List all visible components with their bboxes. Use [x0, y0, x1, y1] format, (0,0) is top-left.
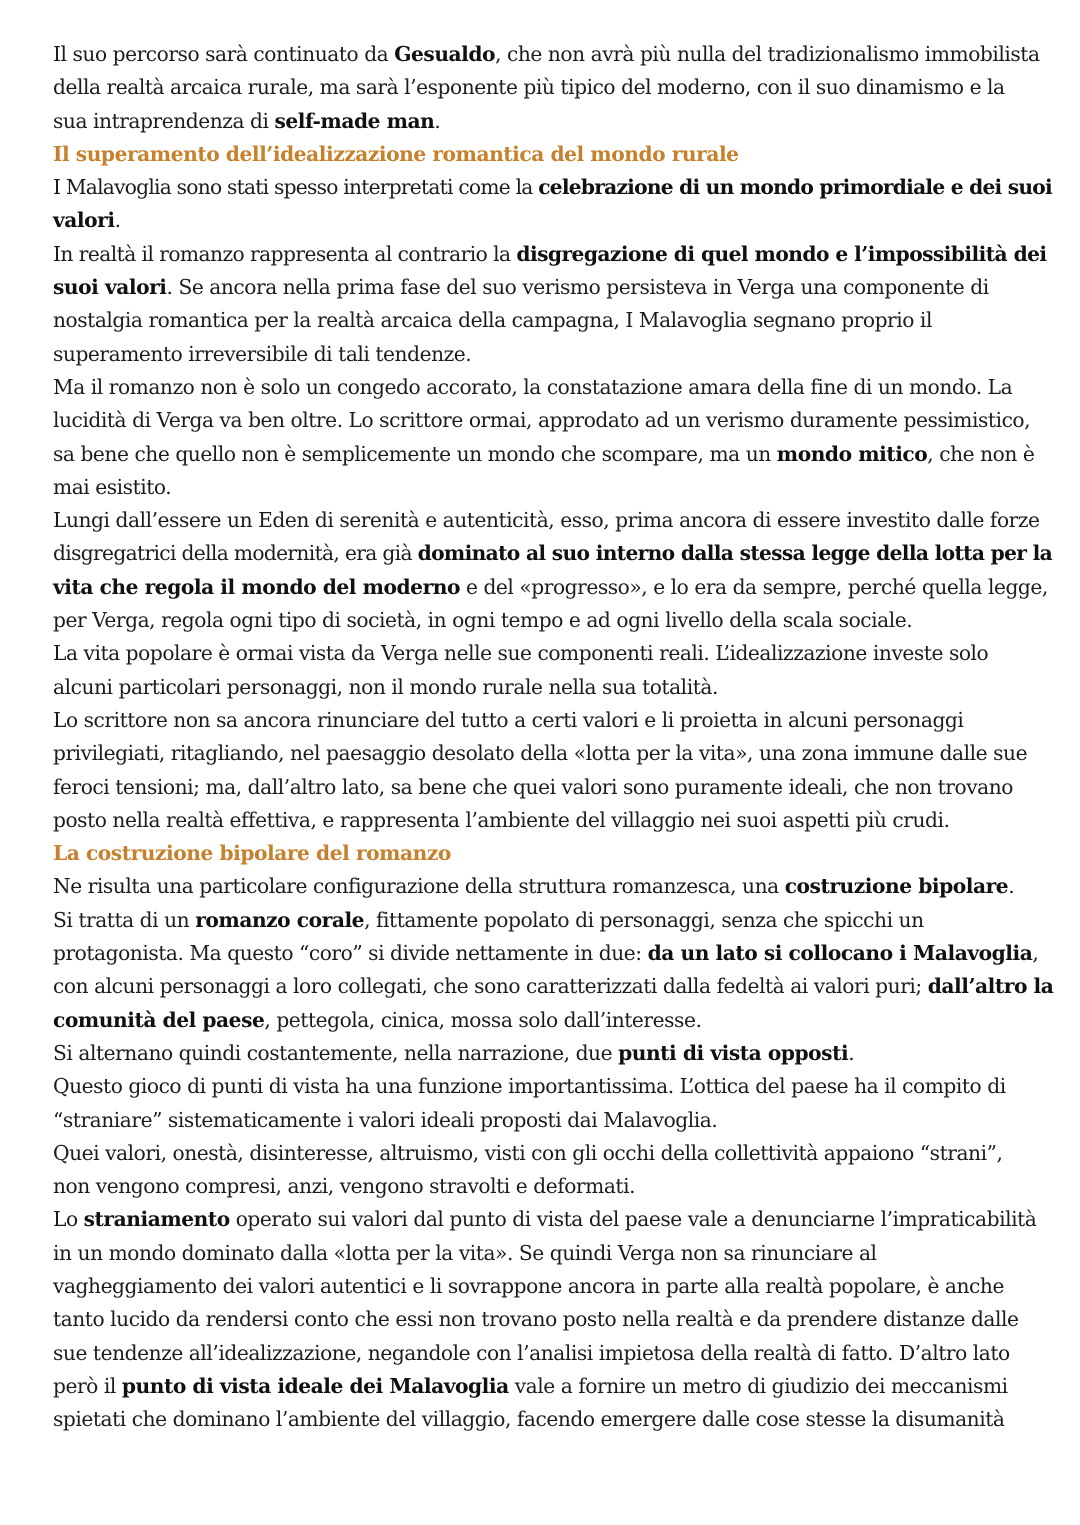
text-run: e del «progresso», e lo era da sempre, perché quella legge,	[460, 574, 1048, 599]
text-line	[53, 304, 1053, 337]
text-line	[53, 1203, 1053, 1236]
section-heading	[53, 837, 1053, 870]
bold-text: mondo mitico	[776, 441, 928, 466]
text-line	[53, 38, 1053, 71]
text-run: .	[848, 1040, 855, 1065]
text-run: Il suo percorso sarà continuato da	[53, 42, 395, 66]
text-run: Ma il romanzo non è solo un congedo accorato, la constatazione amara della fine di un mondo. La	[53, 374, 1013, 399]
text-line	[53, 1037, 1053, 1070]
text-line	[53, 704, 1053, 737]
text-run: Lungi dall’essere un Eden di serenità e autenticità, esso, prima ancora di essere investito dalle forze	[53, 508, 1040, 533]
text-run: Si tratta di un	[53, 907, 196, 932]
text-line	[53, 471, 1053, 504]
text-line	[53, 204, 1053, 237]
text-line	[53, 737, 1053, 770]
text-line	[53, 1004, 1053, 1037]
text-run: , che non è	[927, 441, 1035, 466]
text-run: disgregatrici della modernità, era già	[53, 541, 418, 566]
text-run: I Malavoglia sono stati spesso interpretati come la	[53, 175, 539, 200]
text-line	[53, 1237, 1053, 1270]
bold-text: self-made man	[274, 108, 435, 133]
text-line	[53, 238, 1053, 271]
text-line	[53, 404, 1053, 437]
bold-text: dall’altro la	[927, 974, 1054, 999]
text-line	[53, 604, 1053, 637]
text-line	[53, 637, 1053, 670]
bold-text: da un lato si collocano i Malavoglia	[647, 941, 1033, 966]
text-run: posto nella realtà effettiva, e rappresenta l’ambiente del villaggio nei suoi aspetti più crudi.	[53, 807, 950, 832]
text-line	[53, 671, 1053, 704]
text-line	[53, 271, 1053, 304]
document-body	[53, 38, 1053, 1436]
text-line	[53, 71, 1053, 104]
bold-text: punto di vista ideale dei Malavoglia	[121, 1373, 509, 1398]
text-line	[53, 970, 1053, 1003]
bold-text: comunità del paese	[53, 1007, 265, 1032]
text-line	[53, 1070, 1053, 1103]
text-line	[53, 1337, 1053, 1370]
text-run: Ne risulta una particolare configurazione della struttura romanzesca, una	[53, 874, 785, 899]
text-run: , fittamente popolato di personaggi, senza che spicchi un	[364, 907, 924, 932]
text-run: feroci tensioni; ma, dall’altro lato, sa bene che quei valori sono puramente ideali, che non trovano	[53, 774, 1013, 799]
text-run: operato sui valori dal punto di vista del paese vale a denunciarne l’impraticabilità	[229, 1207, 1037, 1232]
text-line	[53, 171, 1053, 204]
bold-text: valori	[53, 208, 115, 233]
text-line	[53, 1403, 1053, 1436]
bold-text: romanzo corale	[195, 907, 365, 932]
text-run: Questo gioco di punti di vista ha una funzione importantissima. L’ottica del paese ha il compito di	[53, 1074, 1006, 1099]
text-line	[53, 571, 1053, 604]
text-run: Quei valori, onestà, disinteresse, altruismo, visti con gli occhi della collettività appaiono “strani”,	[53, 1140, 1003, 1165]
text-run: vale a fornire un metro di giudizio dei meccanismi	[508, 1373, 1008, 1398]
text-run: In realtà il romanzo rappresenta al contrario la	[53, 241, 517, 266]
bold-text: vita che regola il mondo del moderno	[53, 574, 461, 599]
text-run: superamento irreversibile di tali tendenze.	[53, 341, 472, 366]
text-line	[53, 504, 1053, 537]
text-run: Lo scrittore non sa ancora rinunciare del tutto a certi valori e li proietta in alcuni personaggi	[53, 707, 964, 732]
bold-text: dominato al suo interno dalla stessa legge della lotta per la	[417, 541, 1053, 566]
text-line	[53, 1104, 1053, 1137]
text-line	[53, 870, 1053, 903]
text-line	[53, 1370, 1053, 1403]
text-run: , pettegola, cinica, mossa solo dall’interesse.	[264, 1007, 702, 1032]
bold-text: celebrazione di un mondo primordiale e dei suoi	[538, 175, 1052, 200]
text-run: della realtà arcaica rurale, ma sarà l’esponente più tipico del moderno, con il suo dinamismo e la	[53, 75, 1005, 100]
text-line	[53, 1303, 1053, 1336]
text-run: però il	[53, 1373, 122, 1398]
text-line	[53, 1137, 1053, 1170]
text-run: lucidità di Verga va ben oltre. Lo scrittore ormai, approdato ad un verismo duramente pessimistico,	[53, 408, 1031, 433]
text-run: spietati che dominano l’ambiente del villaggio, facendo emergere dalle cose stesse la disumanità	[53, 1407, 1005, 1432]
text-run: .	[1008, 874, 1015, 899]
text-line	[53, 1270, 1053, 1303]
text-run: sa bene che quello non è semplicemente un mondo che scompare, ma un	[53, 441, 777, 466]
text-run: “straniare” sistematicamente i valori ideali proposti dai Malavoglia.	[53, 1107, 718, 1132]
text-line	[53, 937, 1053, 970]
text-line	[53, 1170, 1053, 1203]
text-line	[53, 371, 1053, 404]
bold-text: costruzione bipolare	[784, 874, 1009, 899]
text-line	[53, 904, 1053, 937]
heading-text: Il superamento dell’idealizzazione romantica del mondo rurale	[53, 141, 739, 166]
text-run: nostalgia romantica per la realtà arcaica della campagna, I Malavoglia segnano proprio il	[53, 308, 932, 333]
heading-text: La costruzione bipolare del romanzo	[53, 841, 451, 866]
bold-text: disgregazione di quel mondo e l’impossibilità dei	[516, 241, 1047, 266]
text-line	[53, 338, 1053, 371]
text-run: . Se ancora nella prima fase del suo verismo persisteva in Verga una componente di	[166, 275, 989, 300]
text-run: .	[434, 108, 441, 133]
text-run: per Verga, regola ogni tipo di società, in ogni tempo e ad ogni livello della scala sociale.	[53, 608, 913, 633]
text-line	[53, 537, 1053, 570]
text-run: protagonista. Ma questo “coro” si divide nettamente in due:	[53, 941, 648, 966]
text-run: Lo	[53, 1207, 84, 1232]
text-run: in un mondo dominato dalla «lotta per la vita». Se quindi Verga non sa rinunciare al	[53, 1240, 877, 1265]
text-line	[53, 105, 1053, 138]
text-run: .	[114, 208, 121, 233]
bold-text: straniamento	[83, 1207, 230, 1232]
text-run: sua intraprendenza di	[53, 108, 275, 133]
text-run: sue tendenze all’idealizzazione, negandole con l’analisi impietosa della realtà di fatto. D’altro lato	[53, 1340, 1010, 1365]
text-run: tanto lucido da rendersi conto che essi non trovano posto nella realtà e da prendere distanze dalle	[53, 1307, 1019, 1332]
bold-text: Gesualdo	[394, 42, 496, 66]
text-run: vagheggiamento dei valori autentici e li sovrappone ancora in parte alla realtà popolare, è anche	[53, 1273, 1004, 1298]
text-run: mai esistito.	[53, 474, 172, 499]
text-run: ,	[1032, 941, 1039, 966]
text-run: privilegiati, ritagliando, nel paesaggio desolato della «lotta per la vita», una zona immune dalle sue	[53, 741, 1028, 766]
text-line	[53, 771, 1053, 804]
text-run: con alcuni personaggi a loro collegati, che sono caratterizzati dalla fedeltà ai valori puri;	[53, 974, 928, 999]
text-run: La vita popolare è ormai vista da Verga nelle sue componenti reali. L’idealizzazione investe solo	[53, 641, 989, 666]
text-line	[53, 804, 1053, 837]
bold-text: suoi valori	[53, 275, 167, 300]
text-run: alcuni particolari personaggi, non il mondo rurale nella sua totalità.	[53, 674, 718, 699]
bold-text: punti di vista opposti	[618, 1040, 849, 1065]
text-run: , che non avrà più nulla del tradizionalismo immobilista	[495, 42, 1040, 66]
text-line	[53, 438, 1053, 471]
section-heading	[53, 138, 1053, 171]
text-run: Si alternano quindi costantemente, nella narrazione, due	[53, 1040, 619, 1065]
text-run: non vengono compresi, anzi, vengono stravolti e deformati.	[53, 1174, 636, 1199]
